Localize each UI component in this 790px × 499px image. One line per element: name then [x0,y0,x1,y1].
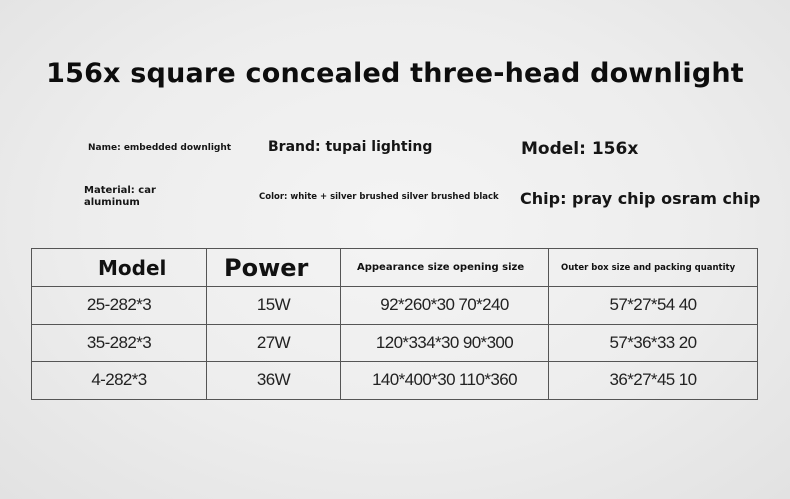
cell-power: 36W [207,362,341,400]
cell-model: 4-282*3 [32,362,207,400]
header-model: Model [32,249,207,287]
cell-power: 27W [207,324,341,362]
spec-name: Name: embedded downlight [88,143,232,153]
page-title: 156x square concealed three-head downlight [46,58,744,89]
cell-appearance-size: 92*260*30 70*240 [341,287,549,325]
header-power: Power [207,249,341,287]
header-outer-box: Outer box size and packing quantity [549,249,758,287]
spec-chip: Chip: pray chip osram chip [520,189,761,208]
cell-power: 15W [207,287,341,325]
spec-model: Model: 156x [521,139,639,159]
table-row [32,287,758,325]
header-appearance-size: Appearance size opening size [341,249,549,287]
spec-color: Color: white + silver brushed silver brushed black [259,192,499,202]
spec-table [31,248,758,400]
cell-model: 35-282*3 [32,324,207,362]
spec-brand: Brand: tupai lighting [268,139,433,155]
cell-model: 25-282*3 [32,287,207,325]
cell-appearance-size: 140*400*30 110*360 [341,362,549,400]
cell-outer-box: 36*27*45 10 [549,362,758,400]
table-row [32,362,758,400]
cell-outer-box: 57*27*54 40 [549,287,758,325]
table-row [32,324,758,362]
spec-material: Material: car aluminum [84,185,156,208]
table-header-row [32,249,758,287]
cell-appearance-size: 120*334*30 90*300 [341,324,549,362]
cell-outer-box: 57*36*33 20 [549,324,758,362]
